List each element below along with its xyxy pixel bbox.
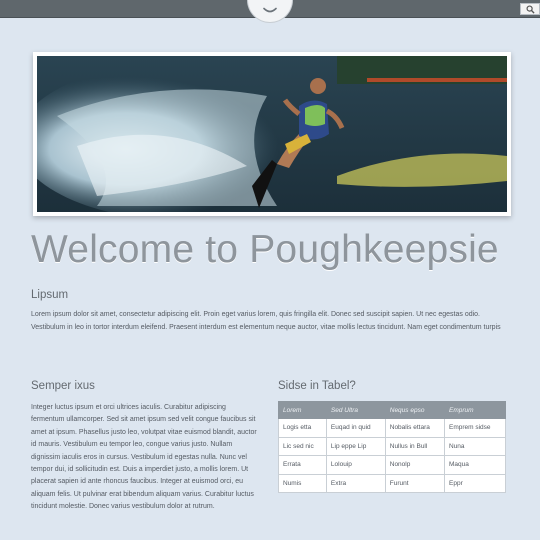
table-cell: Furunt (385, 474, 444, 493)
water-skier-photo (37, 56, 507, 212)
table-header-cell: Nequs epso (385, 402, 444, 419)
table-cell: Numis (279, 474, 327, 493)
table-cell: Nuna (445, 437, 506, 456)
section-heading-lipsum: Lipsum (31, 289, 69, 301)
table-cell: Lolouip (326, 456, 385, 475)
chevron-down-icon (262, 7, 278, 15)
menu-toggle-button[interactable] (247, 0, 293, 23)
table-header-cell: Emprum (445, 402, 506, 419)
section-text-semper: Integer luctus ipsum et orci ultrices iaculis. Curabitur adipiscing fermentum ullamcorper. Sed sit amet ipsum sed velit congue faucibus sit amet at ipsum. Phasellus justo leo, volutpat vitae euismod blandit, auctor id mauris. Vestibulum eu tempor leo, congue varius justo. Nullam dignissim iaculis eros in cursus. Vestibulum id egestas nulla. Nunc vel tempor dui, id sollicitudin est. Duis a imperdiet justo, a mollis lorem. Ut placerat sapien id ante rhoncus faucibus. Integer at euismod orci, eu aliquam felis. Ut pulvinar erat bibendum aliquam varius. Curabitur luctus tincidunt molestie. Donec varius vestibulum dolor at rutrum. (31, 404, 257, 511)
hero-image (33, 52, 511, 216)
search-button[interactable] (520, 3, 540, 15)
table-cell: Errata (279, 456, 327, 475)
table-cell: Maqua (445, 456, 506, 475)
table-cell: Nobalis ettara (385, 419, 444, 438)
table-row (279, 474, 506, 493)
table-cell: Emprem sidse (445, 419, 506, 438)
table-cell: Euqad in quid (326, 419, 385, 438)
table-cell: Nullus in Bull (385, 437, 444, 456)
table-cell: Extra (326, 474, 385, 493)
search-icon (526, 5, 535, 14)
section-heading-table: Sidse in Tabel? (278, 380, 356, 392)
table-row (279, 456, 506, 475)
table-cell: Lic sed nic (279, 437, 327, 456)
table-cell: Logis etta (279, 419, 327, 438)
table-header-cell: Sed Ultra (326, 402, 385, 419)
table-header-cell: Lorem (279, 402, 327, 419)
table-row (279, 437, 506, 456)
section-text-lipsum: Lorem ipsum dolor sit amet, consectetur adipiscing elit. Proin eget varius lorem, quis fringilla elit. Donec sed suscipit sapien. Ut nec egestas odio. Vestibulum in leo in tortor interdum eleifend. Praesent interdum est elementum neque auctor, vitae mollis lectus tincidunt. Nam eget condimentum turpis (31, 311, 501, 331)
page-title: Welcome to Poughkeepsie (31, 228, 499, 271)
data-table (278, 401, 506, 493)
table-cell: Nonolp (385, 456, 444, 475)
table-header-row (279, 402, 506, 419)
table-row (279, 419, 506, 438)
section-heading-semper: Semper ixus (31, 380, 95, 392)
table-cell: Eppr (445, 474, 506, 493)
table-cell: Lip eppe Lip (326, 437, 385, 456)
